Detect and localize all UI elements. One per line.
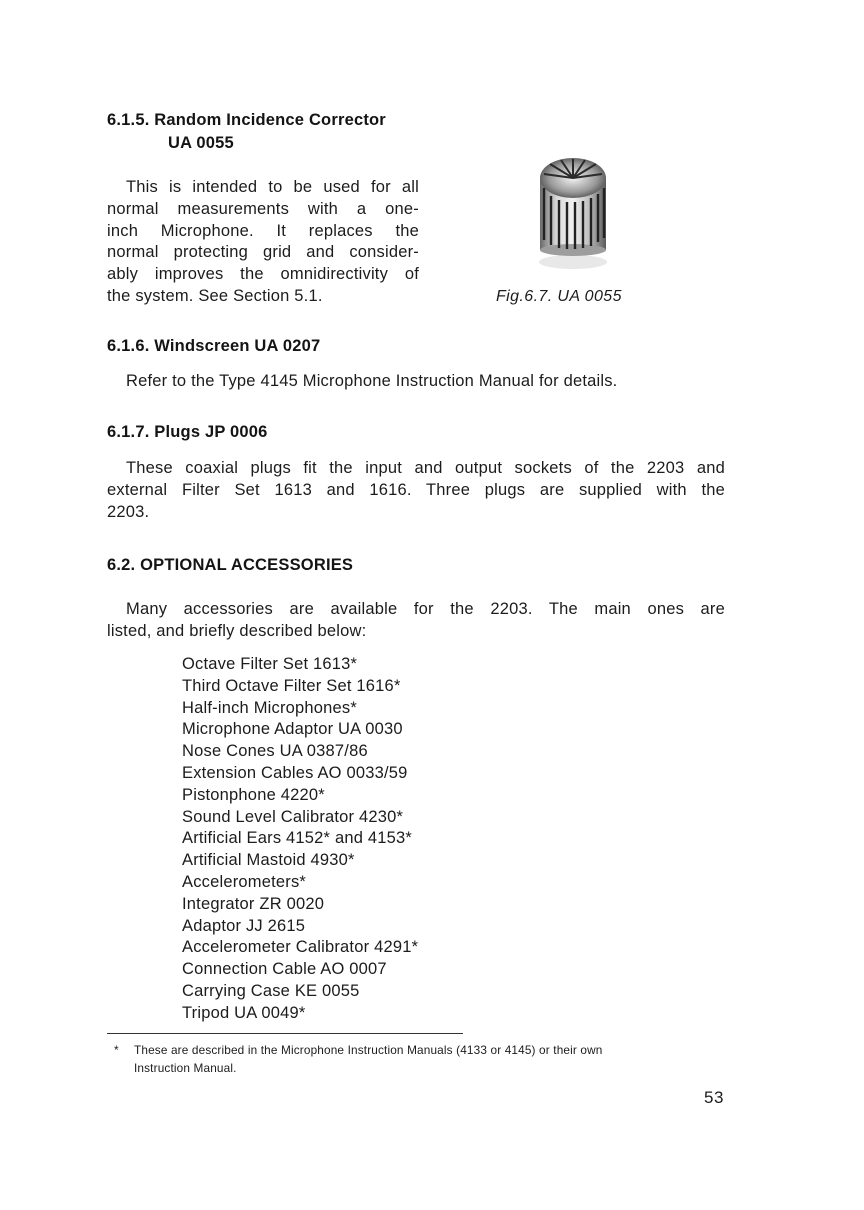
list-item: Adaptor JJ 2615 (182, 916, 306, 935)
list-item: Extension Cables AO 0033/59 (182, 763, 408, 782)
list-item: Sound Level Calibrator 4230* (182, 807, 404, 826)
list-item: Microphone Adaptor UA 0030 (182, 720, 403, 739)
text-line: These coaxial plugs fit the input and output sockets of the 2203 and (126, 459, 725, 477)
list-item: Artificial Mastoid 4930* (182, 851, 355, 870)
paragraph-6-1-6: Refer to the Type 4145 Microphone Instruction Manual for details. (126, 372, 618, 390)
text-line: 2203. (107, 502, 150, 521)
list-item: Integrator ZR 0020 (182, 894, 325, 913)
text-line: listed, and briefly described below: (107, 621, 367, 640)
list-item: Carrying Case KE 0055 (182, 981, 360, 1000)
footnote-divider (107, 1033, 463, 1034)
footnote-marker: * (114, 1043, 119, 1057)
paragraph-6-2-intro (107, 599, 725, 643)
list-item: Octave Filter Set 1613* (182, 655, 358, 673)
footnote-text (134, 1041, 734, 1077)
section-heading-6-1-7: 6.1.7. Plugs JP 0006 (107, 423, 268, 441)
list-item: Nose Cones UA 0387/86 (182, 742, 368, 761)
list-item: Pistonphone 4220* (182, 785, 325, 804)
text-line: This is intended to be used for all (126, 178, 419, 196)
text-line: external Filter Set 1613 and 1616. Three plugs are supplied with the (107, 480, 725, 499)
section-heading-6-1-5: 6.1.5. Random Incidence Corrector (107, 111, 386, 129)
section-heading-6-2: 6.2. OPTIONAL ACCESSORIES (107, 556, 354, 574)
text-line: Instruction Manual. (134, 1061, 237, 1075)
list-item: Artificial Ears 4152* and 4153* (182, 829, 413, 848)
text-line: ably improves the omnidirectivity of (107, 265, 419, 284)
random-incidence-corrector-figure (528, 150, 618, 275)
text-line: Many accessories are available for the 2203. The main ones are (126, 600, 725, 618)
list-item: Accelerometers* (182, 872, 307, 891)
figure-caption: Fig.6.7. UA 0055 (496, 288, 622, 305)
text-line: normal protecting grid and consider- (107, 243, 419, 262)
list-item: Connection Cable AO 0007 (182, 960, 387, 979)
list-item: Accelerometer Calibrator 4291* (182, 938, 419, 957)
text-line: normal measurements with a one- (107, 199, 419, 218)
section-heading-6-1-6: 6.1.6. Windscreen UA 0207 (107, 337, 321, 355)
paragraph-6-1-5 (107, 177, 419, 308)
paragraph-6-1-7 (107, 458, 725, 523)
list-item: Third Octave Filter Set 1616* (182, 676, 401, 695)
page-number: 53 (704, 1088, 724, 1107)
text-line: These are described in the Microphone Instruction Manuals (4133 or 4145) or their own (134, 1043, 603, 1057)
text-line: the system. See Section 5.1. (107, 286, 323, 305)
text-line: inch Microphone. It replaces the (107, 221, 419, 240)
section-heading-6-1-5-part: UA 0055 (168, 134, 234, 152)
list-item: Tripod UA 0049* (182, 1003, 306, 1022)
list-item: Half-inch Microphones* (182, 698, 357, 717)
accessories-list (182, 654, 418, 1025)
